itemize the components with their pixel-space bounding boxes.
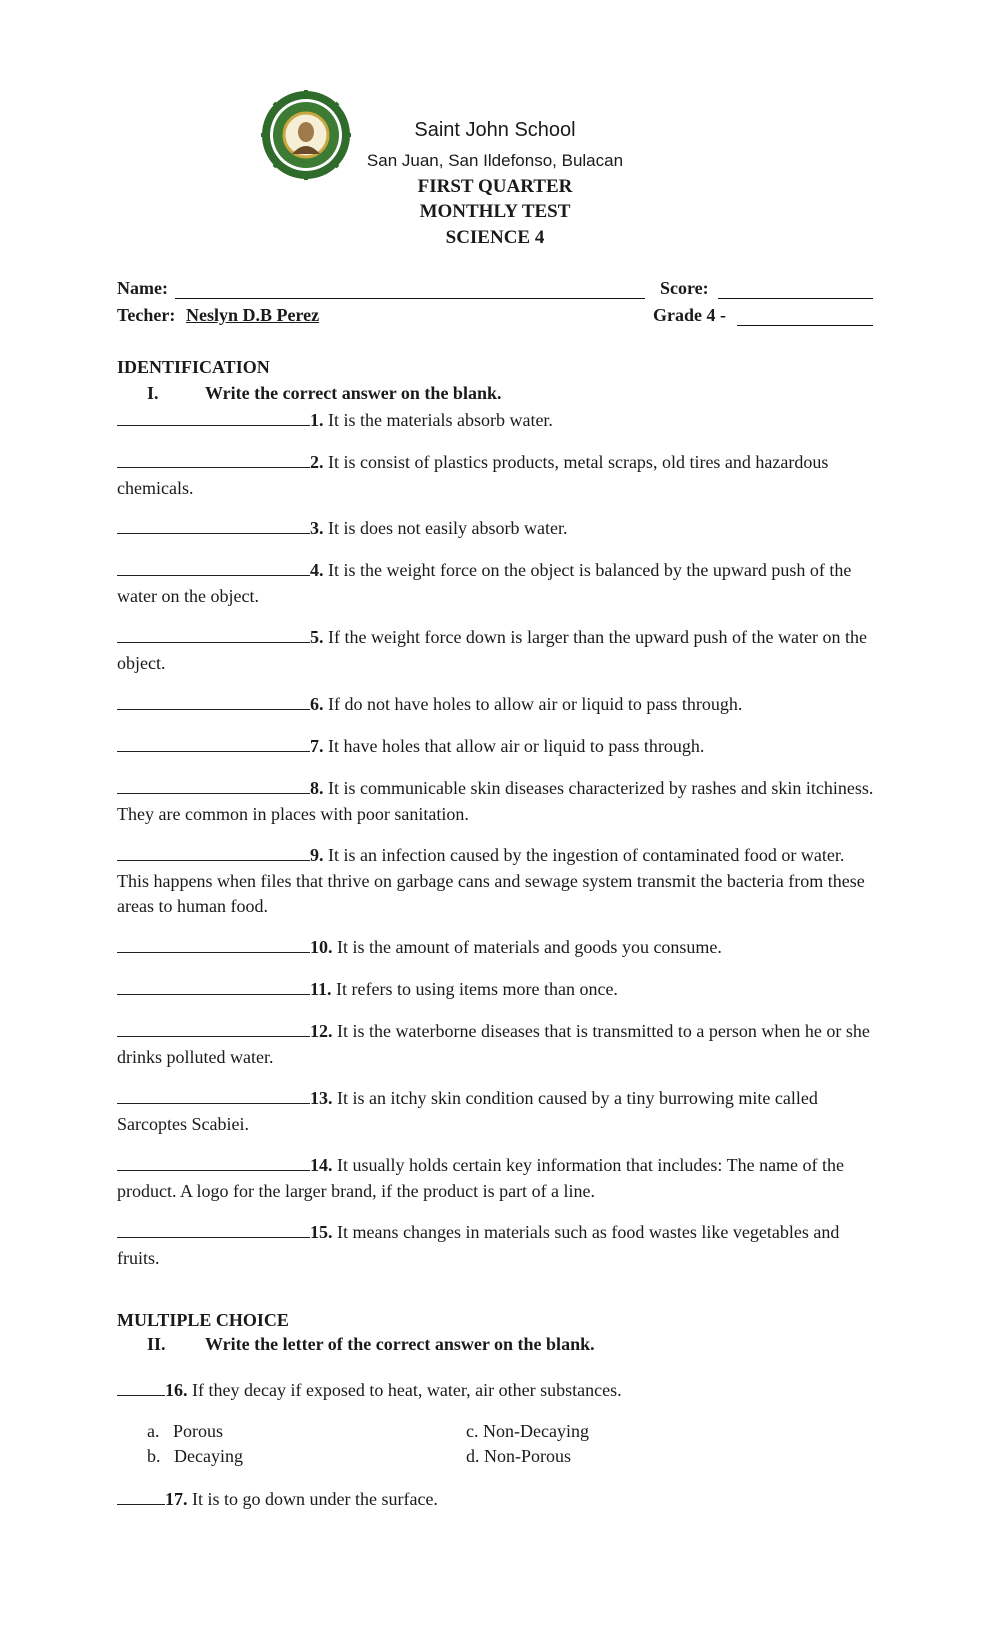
- multiple-choice-roman: II.: [147, 1334, 166, 1354]
- school-name: Saint John School: [414, 119, 576, 141]
- name-blank[interactable]: [175, 298, 645, 299]
- option-a: a. Porous: [147, 1421, 224, 1441]
- multiple-choice-instruction: Write the letter of the correct answer on the blank.: [205, 1334, 595, 1354]
- answer-blank[interactable]: [117, 734, 310, 752]
- identification-title: IDENTIFICATION: [117, 357, 270, 377]
- answer-blank[interactable]: [117, 776, 310, 794]
- answer-blank[interactable]: [117, 558, 310, 576]
- question-1: 1. It is the materials absorb water.: [117, 408, 875, 434]
- answer-blank[interactable]: [117, 1153, 310, 1171]
- question-2: 2. It is consist of plastics products, metal scraps, old tires and hazardous chemicals.: [117, 452, 829, 498]
- multiple-choice-title: MULTIPLE CHOICE: [117, 1310, 289, 1330]
- answer-blank[interactable]: [117, 408, 310, 426]
- exam-title-subject: SCIENCE 4: [445, 227, 545, 248]
- identification-instruction: Write the correct answer on the blank.: [205, 383, 502, 403]
- answer-blank[interactable]: [117, 1378, 165, 1396]
- score-blank[interactable]: [718, 298, 873, 299]
- exam-title-type: MONTHLY TEST: [419, 201, 571, 222]
- school-address: San Juan, San Ildefonso, Bulacan: [366, 151, 624, 170]
- question-16: 16. If they decay if exposed to heat, water, air other substances.: [117, 1378, 875, 1404]
- question-3: 3. It is does not easily absorb water.: [117, 516, 875, 542]
- grade-section-blank[interactable]: [737, 325, 873, 326]
- answer-blank[interactable]: [117, 935, 310, 953]
- question-10: 10. It is the amount of materials and goods you consume.: [117, 935, 875, 961]
- score-label: Score:: [660, 278, 709, 298]
- question-4: 4. It is the weight force on the object is balanced by the upward push of the water on the object.: [117, 560, 852, 606]
- identification-roman: I.: [147, 383, 159, 403]
- teacher-label: Techer:: [117, 305, 176, 325]
- answer-blank[interactable]: [117, 1487, 165, 1505]
- question-5: 5. If the weight force down is larger than the upward push of the water on the object.: [117, 627, 867, 673]
- answer-blank[interactable]: [117, 625, 310, 643]
- option-b: b. Decaying: [147, 1446, 243, 1466]
- answer-blank[interactable]: [117, 516, 310, 534]
- question-17: 17. It is to go down under the surface.: [117, 1487, 875, 1513]
- question-11: 11. It refers to using items more than once.: [117, 977, 875, 1003]
- answer-blank[interactable]: [117, 843, 310, 861]
- question-9: 9. It is an infection caused by the ingestion of contaminated food or water. This happens when files that thrive on garbage cans and sewage system transmit the bacteria from these areas to human food.: [117, 845, 865, 916]
- option-d: d. Non-Porous: [466, 1446, 572, 1466]
- answer-blank[interactable]: [117, 977, 310, 995]
- question-12: 12. It is the waterborne diseases that is transmitted to a person when he or she drinks polluted water.: [117, 1021, 870, 1067]
- teacher-name: Neslyn D.B Perez: [186, 305, 320, 325]
- question-14: 14. It usually holds certain key information that includes: The name of the product. A logo for the larger brand, if the product is part of a line.: [117, 1155, 845, 1201]
- grade-label: Grade 4 -: [653, 305, 726, 325]
- question-7: 7. It have holes that allow air or liquid to pass through.: [117, 734, 875, 760]
- option-c: c. Non-Decaying: [466, 1421, 589, 1441]
- question-6: 6. If do not have holes to allow air or liquid to pass through.: [117, 692, 875, 718]
- question-8: 8. It is communicable skin diseases characterized by rashes and skin itchiness. They are common in places with poor sanitation.: [117, 778, 874, 824]
- question-13: 13. It is an itchy skin condition caused by a tiny burrowing mite called Sarcoptes Scabiei.: [117, 1088, 818, 1134]
- answer-blank[interactable]: [117, 1220, 310, 1238]
- exam-title-quarter: FIRST QUARTER: [417, 176, 573, 197]
- answer-blank[interactable]: [117, 1019, 310, 1037]
- name-label: Name:: [117, 278, 168, 298]
- answer-blank[interactable]: [117, 450, 310, 468]
- question-15: 15. It means changes in materials such as food wastes like vegetables and fruits.: [117, 1222, 840, 1268]
- answer-blank[interactable]: [117, 1086, 310, 1104]
- answer-blank[interactable]: [117, 692, 310, 710]
